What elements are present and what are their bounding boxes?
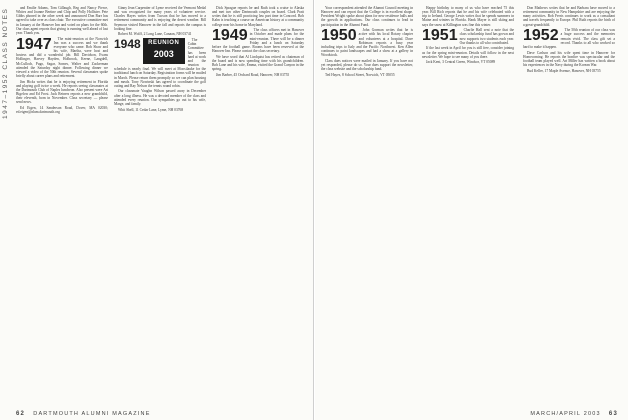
paragraph: Your correspondent attended the Alumni Council meeting in Hanover and can report that the College is in excellent shape. President Wright spoke about plans for new residence halls and the growth in applications. Our class continues to lead in participation in the Alumni Fund.	[321, 6, 413, 27]
paragraph: We have word that Al Lindquist has retired as chairman of the board and is now spending time with his grandchildren. Bob Lane and his wife, Emma, visited the Grand Canyon in the spring.	[212, 54, 304, 72]
paragraph: Don Mathews writes that he and Barbara have moved to a retirement community in New Hampshire and are enjoying the many activities. Bob Ferris continues to work as a consultant and travels frequently to Europe. Phil Ruth reports the birth of a great-grandchild.	[523, 6, 615, 27]
publication-name: DARTMOUTH ALUMNI MAGAZINE	[33, 411, 151, 417]
left-columns	[16, 6, 307, 406]
paragraph: Happy birthday to many of us who have reached 75 this year. Bill Rich reports that he and his wife celebrated with a trip to Ireland. George Lewis writes that he spends summers in Maine and winters in Florida. Hank Mayer is still skiing and says the snow at Killington was fine this winter.	[422, 6, 514, 27]
class-secretary-address: Bud Keller, 17 Maple Avenue, Hanover, NH 03755	[527, 68, 601, 73]
right-page	[315, 0, 628, 420]
column-5: Happy birthday to many of us who have reached 75 this year. Bill Rich reports that he and his wife celebrated with a trip to Ireland. George Lewis writes that he spends summers in Maine and winters in Florida. Hank Mayer is still skiing and says the snow at Killington was fine this winter. 1951 Charlie Hall sent a note that the class scholarship fund has grown and now supports two students each year. Our thanks to all who contributed. If the last week in April for you is still free, consider joining us for the spring mini-reunion. Details will follow in the next newsletter. We hope to see many of you there. Jack Kent, 3 Central Green, Windsor, VT 05089	[422, 6, 514, 65]
class-secretary-address: Robert M. Wolff, 2 Long Lane, Canaan, NH 03741	[118, 32, 192, 37]
left-footer	[16, 411, 151, 417]
class-secretary-address: Jim Barber, 45 Orchard Road, Hanover, NH 03755	[216, 72, 290, 77]
paragraph: Dave Carlson and his wife spent time in Hanover for Homecoming. He reports the bonfire was spectacular and the football team played well. Art Miller has written a book about his experiences in the Navy during the Korean War.	[523, 50, 615, 68]
right-footer	[530, 411, 618, 417]
class-secretary-address: Ed Eigen, 14 Sanderson Road, Dover, MA 02030; ed.eigen@alum.dartmouth.org	[16, 106, 108, 115]
paragraph: The class officers met in Hanover in October and made plans for the mini-reunion. There will be a dinner Friday and a lunch on Saturday before the football game. Rooms have been reserved at the Hanover Inn. Please contact the class secretary.	[212, 28, 304, 54]
class-secretary-address: Jack Kent, 3 Central Green, Windsor, VT 05089	[426, 60, 496, 65]
paragraph: Dick Sprague reports he and Ruth took a cruise to Alaska and met two other Dartmouth couples on board. Clark Pratt writes that he is still practicing law part time in Concord. Bob Kahn is teaching a course on American history at a community college near his home in Maryland.	[212, 6, 304, 27]
class-secretary-address: Whit Shell, 11 Cedar Lane, Lyme, NH 03768	[118, 107, 184, 112]
paragraph: The 50th reunion of our class was a huge success and the memories remain vivid. The class gift set a record. Thanks to all who worked so hard to make it happen.	[523, 28, 615, 49]
section-sidebar	[2, 8, 12, 408]
paragraph: Charlie Hall sent a note that the class scholarship fund has grown and now supports two students each year. Our thanks to all who contributed.	[459, 28, 514, 45]
page-number: 63	[608, 411, 618, 417]
paragraph: Ginny Jean Carpentier of Lyme received the Vermont Medal and was recognized for many years of volunteer service. Charles Hayes writes from Tucson that he has moved to a retirement community and is enjoying the desert weather. Bill Seymour visited Hanover in the fall and reports the campus is looking fine.	[114, 6, 206, 31]
section-sidebar-label: 1947–1952 CLASS NOTES	[2, 8, 9, 120]
issue-date: MARCH/APRIL 2003	[530, 411, 601, 417]
page-number: 62	[16, 411, 26, 417]
column-1: and Emilie Adams, Tom Gillaugh, Reg and Nancy Pierce, Whites and Joanne Bertine and Chip and Polly Hollister. Pete Gibbs phoned in the other week and announced Don Barr has agreed to take over as class chair. The executive committee met in January at the Hanover Inn and voted on plans for the 60th. Our class agent reports that giving is running well ahead of last year. Thank you. 1947 The mini-reunion at the Norwich Inn was a success and we thank everyone who came. Bob Shaw and his wife, Martha, were host and hostess and did a wonderful job. Bill Davidson, Evans Hollinger, Harvey Hayden, Holbrook, Keene, Langdell, McCulloch, Pugo, Sagar, Somes, Walter and Zuckerman attended the Saturday night dinner. Following dinner we viewed a video of the 50th reunion. Several classmates spoke briefly about career plans and retirement. Jim Hicks writes that he is enjoying retirement in Florida and playing golf twice a week. He reports seeing classmates at the Dartmouth Club of Naples luncheon. Also present were Art Bigelow and Ed Frost. Jack Reiners reports a new grandchild, their eleventh, born in November. Class secretary — please send news. Ed Eigen, 14 Sanderson Road, Dover, MA 02030; ed.eigen@alum.dartmouth.org	[16, 6, 108, 115]
column-6: Don Mathews writes that he and Barbara have moved to a retirement community in New Hampshire and are enjoying the many activities. Bob Ferris continues to work as a consultant and travels frequently to Europe. Phil Ruth reports the birth of a great-grandchild. 1952 The 50th reunion of our class was a huge success and the memories remain vivid. The class gift set a record. Thanks to all who worked so hard to make it happen. Dave Carlson and his wife spent time in Hanover for Homecoming. He reports the bonfire was spectacular and the football team played well. Art Miller has written a book about his experiences in the Navy during the Korean War. Bud Keller, 17 Maple Avenue, Hanover, NH 03755	[523, 6, 615, 73]
paragraph: If the last week in April for you is still free, consider joining us for the spring mini-reunion. Details will follow in the next newsletter. We hope to see many of you there.	[422, 46, 514, 59]
column-2: Ginny Jean Carpentier of Lyme received the Vermont Medal and was recognized for many years of volunteer service. Charles Hayes writes from Tucson that he has moved to a retirement community and is enjoying the desert weather. Bill Seymour visited Hanover in the fall and reports the campus is looking fine. Robert M. Wolff, 2 Long Lane, Canaan, NH 03741 1948 REUNION 2003 The Cabin Committee has been hard at work and the reunion schedule is nearly final. We will meet at Moosilauke for the traditional lunch on Saturday. Registration forms will be mailed in March. Please return them promptly so we can plan housing and meals. Tony Nowinski has agreed to coordinate the golf outing and Ray Nelson the tennis round robin. Our classmate Vaughn Wilson passed away in December after a long illness. He was a devoted member of the class and attended every reunion. Our sympathies go out to his wife, Marge, and family. Whit Shell, 11 Cedar Lane, Lyme, NH 03768	[114, 6, 206, 112]
paragraph: and Emilie Adams, Tom Gillaugh, Reg and Nancy Pierce, Whites and Joanne Bertine and Chip and Polly Hollister. Pete Gibbs phoned in the other week and announced Don Barr has agreed to take over as class chair. The executive committee met in January at the Hanover Inn and voted on plans for the 60th. Our class agent reports that giving is running well ahead of last year. Thank you.	[16, 6, 108, 35]
paragraph: The mini-reunion at the Norwich Inn was a success and we thank everyone who came. Bob Shaw and his wife, Martha, were host and hostess and did a wonderful job. Bill Davidson, Evans Hollinger, Harvey Hayden, Holbrook, Keene, Langdell, McCulloch, Pugo, Sagar, Somes, Walter and Zuckerman attended the Saturday night dinner. Following dinner we viewed a video of the 50th reunion. Several classmates spoke briefly about career plans and retirement.	[16, 36, 108, 78]
right-columns	[321, 6, 620, 406]
reunion-badge: REUNION 2003	[143, 38, 185, 64]
class-secretary-address: Ted Hayes, 8 School Street, Norwich, VT 05055	[325, 72, 395, 77]
paragraph: John Gorman writes that he is active with his local Rotary chapter and volunteers at a hospital. Dave Robinson reports a busy year including trips to Italy and the Pacific Northwest. Ken Allen continues to paint landscapes and had a show at a gallery in Woodstock.	[321, 28, 413, 58]
paragraph: Class dues notices were mailed in January. If you have not yet responded, please do so. Your dues support the newsletter, the class website and the scholarship fund.	[321, 58, 413, 72]
column-3: Dick Sprague reports he and Ruth took a cruise to Alaska and met two other Dartmouth couples on board. Clark Pratt writes that he is still practicing law part time in Concord. Bob Kahn is teaching a course on American history at a community college near his home in Maryland. 1949 The class officers met in Hanover in October and made plans for the mini-reunion. There will be a dinner Friday and a lunch on Saturday before the football game. Rooms have been reserved at the Hanover Inn. Please contact the class secretary. We have word that Al Lindquist has retired as chairman of the board and is now spending time with his grandchildren. Bob Lane and his wife, Emma, visited the Grand Canyon in the spring. Jim Barber, 45 Orchard Road, Hanover, NH 03755	[212, 6, 304, 77]
paragraph: Jim Hicks writes that he is enjoying retirement in Florida and playing golf twice a week. He reports seeing classmates at the Dartmouth Club of Naples luncheon. Also present were Art Bigelow and Ed Frost. Jack Reiners reports a new grandchild, their eleventh, born in November. Class secretary — please send news.	[16, 79, 108, 105]
paragraph: Our classmate Vaughn Wilson passed away in December after a long illness. He was a devoted member of the class and attended every reunion. Our sympathies go out to his wife, Marge, and family.	[114, 89, 206, 106]
column-4: Your correspondent attended the Alumni Council meeting in Hanover and can report that the College is in excellent shape. President Wright spoke about plans for new residence halls and the growth in applications. Our class continues to lead in participation in the Alumni Fund. 1950 John Gorman writes that he is active with his local Rotary chapter and volunteers at a hospital. Dave Robinson reports a busy year including trips to Italy and the Pacific Northwest. Ken Allen continues to paint landscapes and had a show at a gallery in Woodstock. Class dues notices were mailed in January. If you have not yet responded, please do so. Your dues support the newsletter, the class website and the scholarship fund. Ted Hayes, 8 School Street, Norwich, VT 05055	[321, 6, 413, 77]
paragraph: The Cabin Committee has been hard at work and the reunion schedule is nearly final. We will meet at Moosilauke for the traditional lunch on Saturday. Registration forms will be mailed in March. Please return them promptly so we can plan housing and meals. Tony Nowinski has agreed to coordinate the golf outing and Ray Nelson the tennis round robin.	[114, 38, 206, 88]
